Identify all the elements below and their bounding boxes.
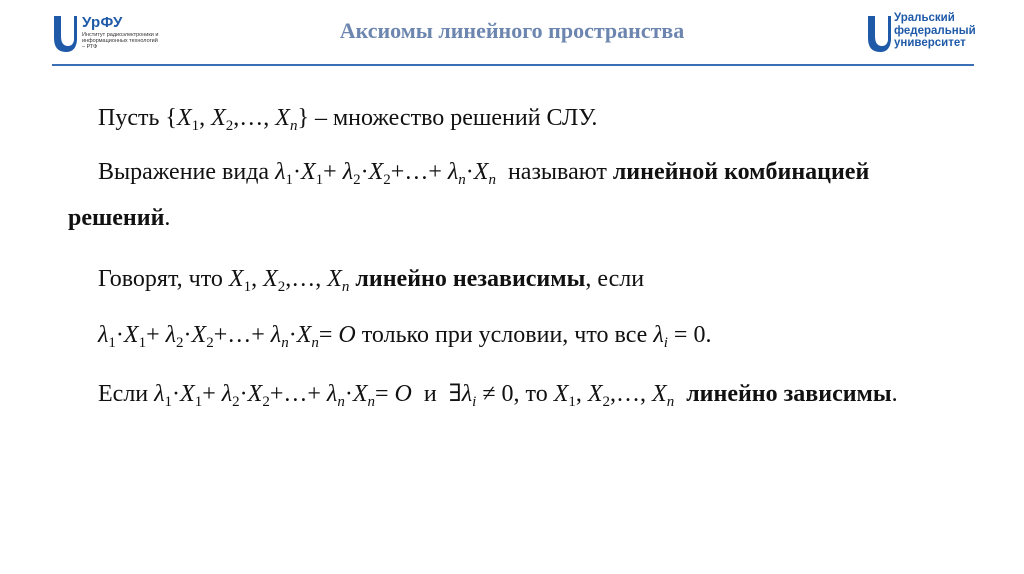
paragraph-1: Пусть {$X_1$, $X_2,\dots$, $X_n$} – множество решений СЛУ. (98, 105, 598, 134)
paragraph-2: Выражение вида $\lambda_1\cdot X_1+$ $\lambda_2\cdot X_2+\dots+ \lambda_n\cdot X_n$ называют линейной комбинацией (98, 159, 870, 188)
paragraph-3: Говорят, что $X_1$, $X_2,\dots$, $X_n$ линейно независимы, если (98, 266, 645, 295)
institute-name: Институт радиоэлектроники и информационных технологий – РТФ (82, 32, 159, 50)
paragraph-2-cont: решений. (68, 205, 171, 231)
university-name: Уральский федеральный университет (894, 12, 976, 49)
page-title: Аксиомы линейного пространства (339, 18, 685, 43)
paragraph-5: Если $\lambda_1\cdot X_1+$ $\lambda_2\cdot X_2+\dots+ \lambda_n\cdot X_n= O$ и $\exists\lambda_i \ne 0$, то $X_1$, $X_2,\dots$, $X_n$ линейно зависимы. (98, 381, 898, 410)
urfu-brand: УрФУ (82, 14, 123, 31)
paragraph-4: $\lambda_1\cdot X_1+$ $\lambda_2\cdot X_2+\dots+ \lambda_n\cdot X_n= O$ только при условии, что все $\lambda_i = 0$. (98, 322, 712, 351)
